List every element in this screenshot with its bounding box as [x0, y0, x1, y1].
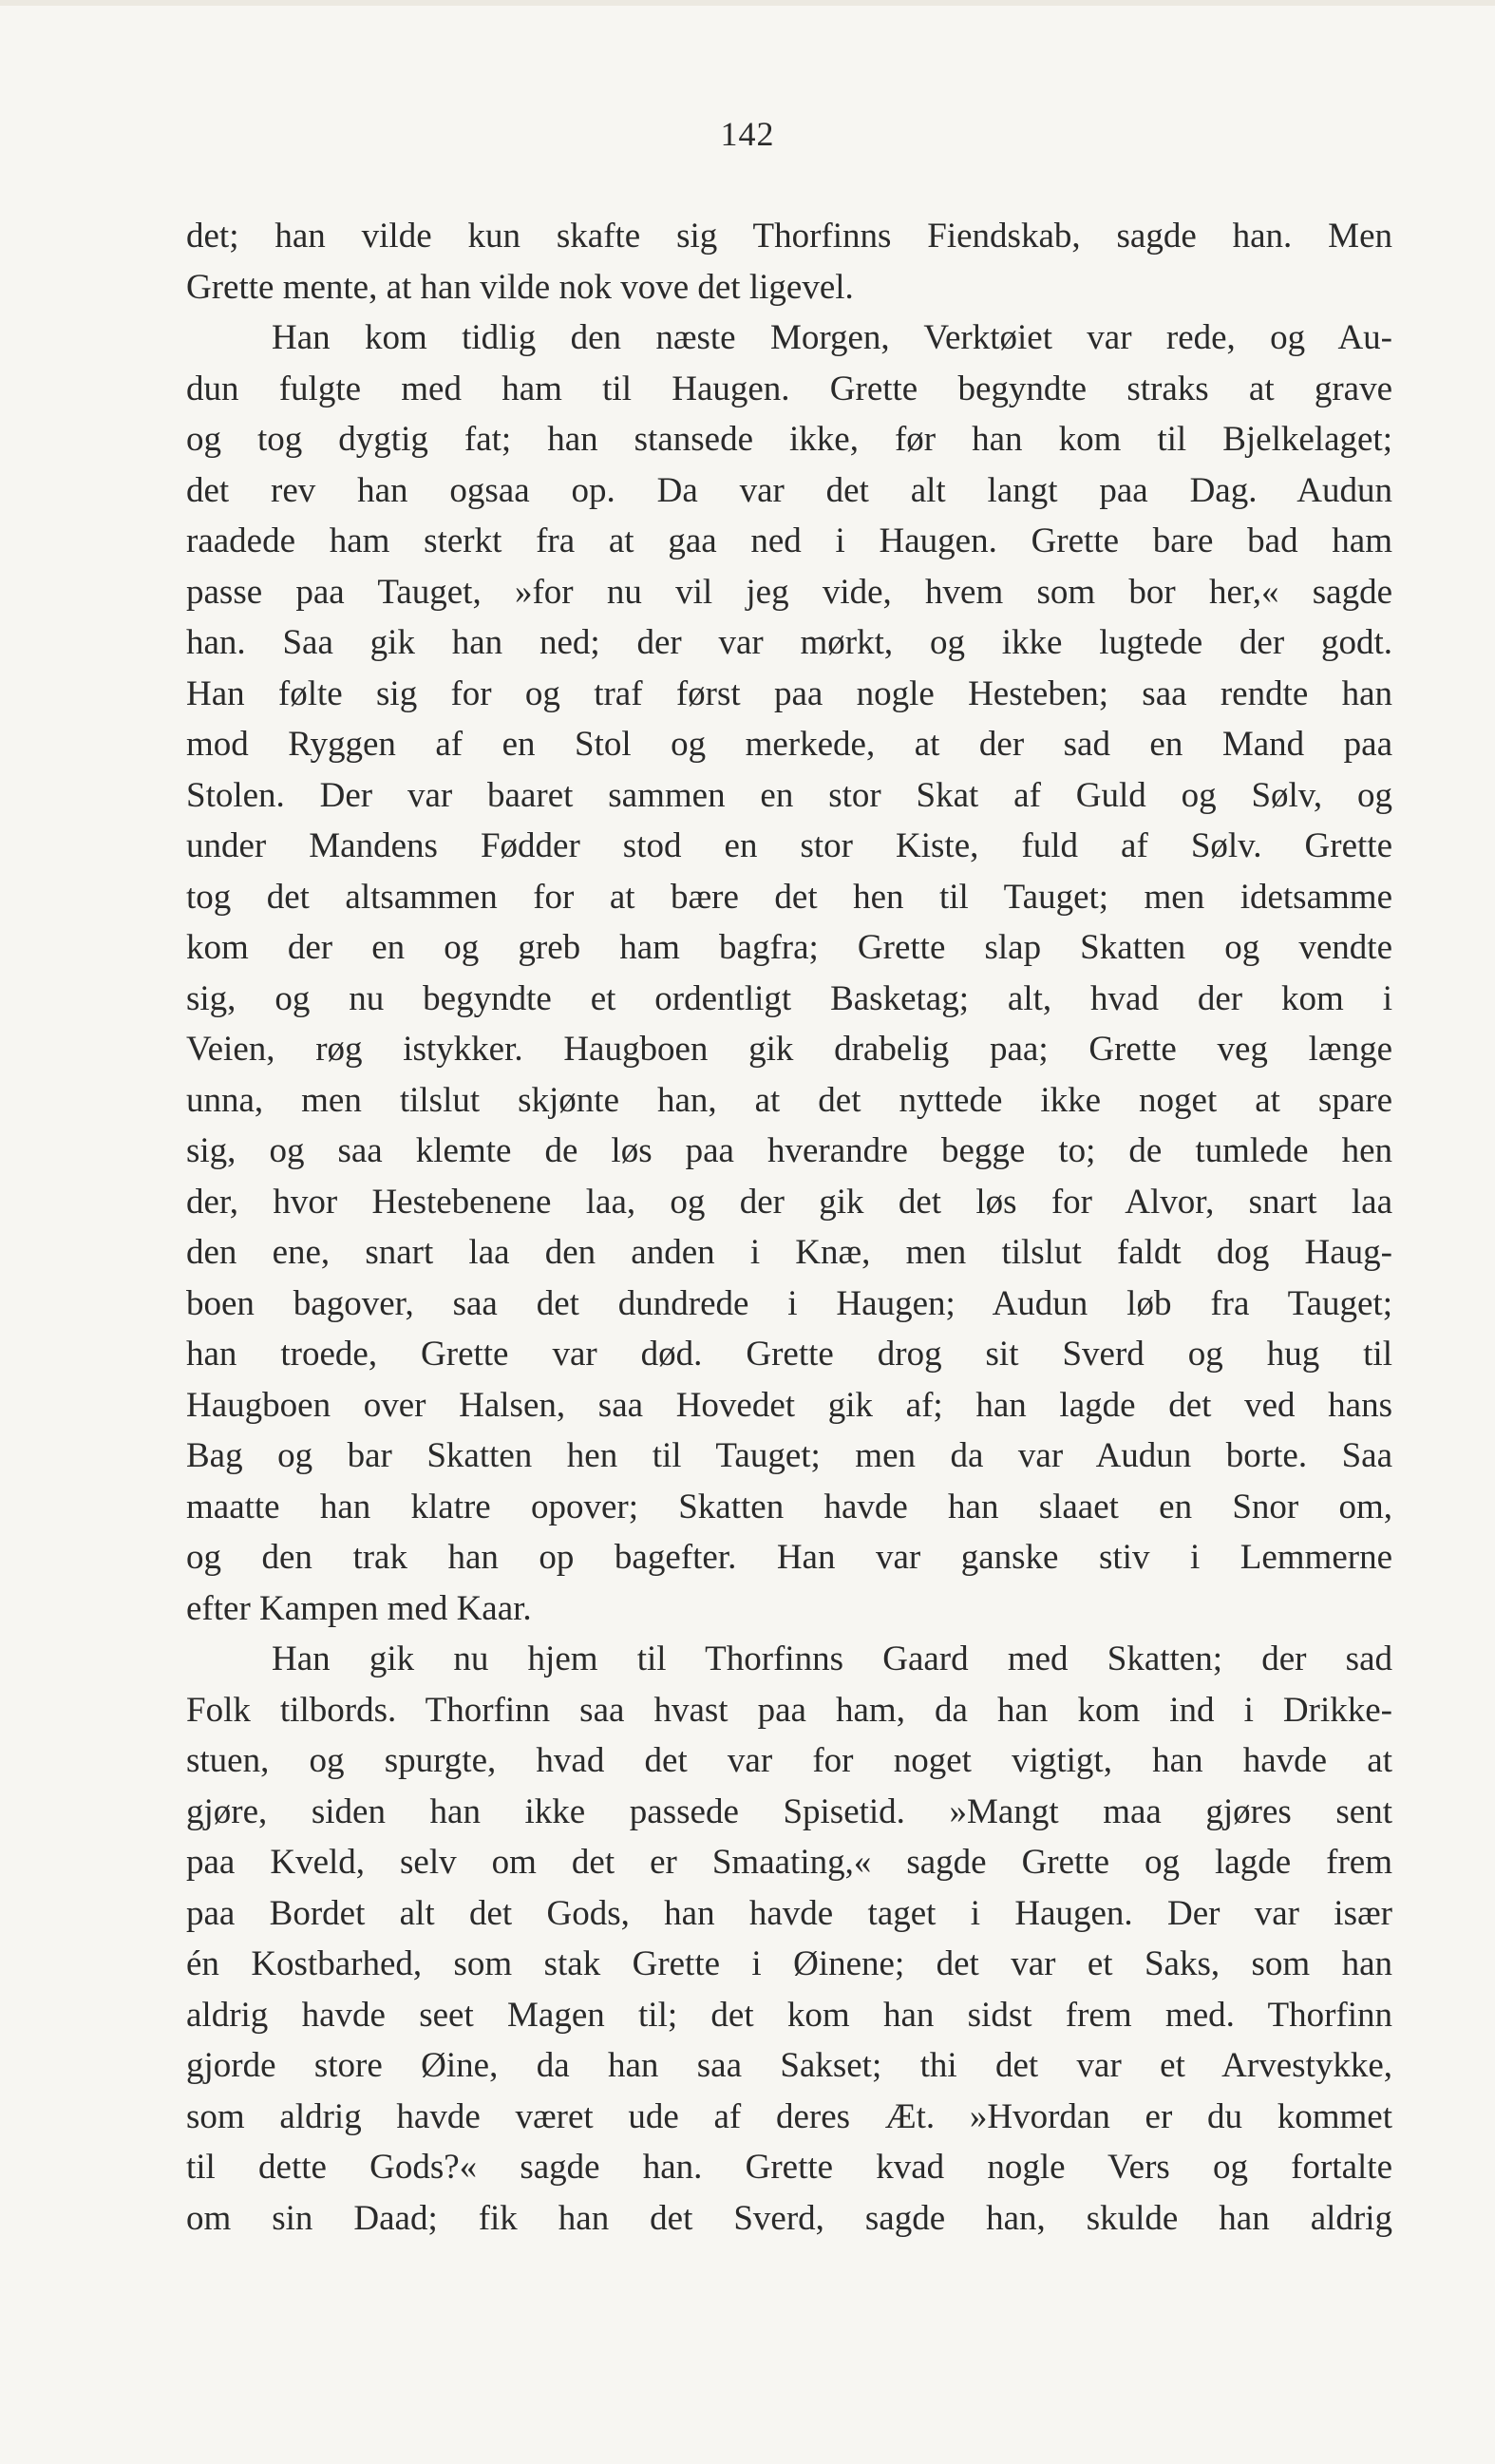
text-line: Haugboen over Halsen, saa Hovedet gik af; han lagde det ved hans — [186, 1385, 1392, 1425]
text-line: Han kom tidlig den næste Morgen, Verktøiet var rede, og Au- — [272, 318, 1392, 357]
text-line: gjøre, siden han ikke passede Spisetid. »Mangt maa gjøres sent — [186, 1791, 1392, 1831]
text-line: Grette mente, at han vilde nok vove det ligevel. — [186, 267, 854, 307]
text-line: der, hvor Hestebenene laa, og der gik det løs for Alvor, snart laa — [186, 1182, 1392, 1222]
text-line: kom der en og greb ham bagfra; Grette slap Skatten og vendte — [186, 928, 1392, 967]
text-line: som aldrig havde været ude af deres Æt. »Hvordan er du kommet — [186, 2096, 1392, 2136]
text-line: tog det altsammen for at bære det hen til Tauget; men idetsamme — [186, 877, 1392, 917]
text-line: og den trak han op bagefter. Han var ganske stiv i Lemmerne — [186, 1538, 1392, 1577]
text-line: den ene, snart laa den anden i Knæ, men tilslut faldt dog Haug- — [186, 1233, 1392, 1272]
text-line: han. Saa gik han ned; der var mørkt, og ikke lugtede der godt. — [186, 623, 1392, 662]
text-line: unna, men tilslut skjønte han, at det nyttede ikke noget at spare — [186, 1080, 1392, 1120]
text-line: én Kostbarhed, som stak Grette i Øinene; det var et Saks, som han — [186, 1944, 1392, 1983]
text-line: Stolen. Der var baaret sammen en stor Skat af Guld og Sølv, og — [186, 775, 1392, 815]
text-line: Han gik nu hjem til Thorfinns Gaard med Skatten; der sad — [272, 1640, 1392, 1678]
text-line: efter Kampen med Kaar. — [186, 1588, 532, 1628]
text-line: Bag og bar Skatten hen til Tauget; men da var Audun borte. Saa — [186, 1436, 1392, 1475]
text-line: Veien, røg istykker. Haugboen gik drabelig paa; Grette veg længe — [186, 1030, 1392, 1069]
text-line: sig, og saa klemte de løs paa hverandre begge to; de tumlede hen — [186, 1131, 1392, 1170]
top-edge — [0, 0, 1495, 6]
text-line: passe paa Tauget, »for nu vil jeg vide, hvem som bor her,« sagde — [186, 572, 1392, 612]
text-line: han troede, Grette var død. Grette drog sit Sverd og hug til — [186, 1335, 1392, 1374]
page-number: 142 — [720, 115, 775, 153]
text-line: det rev han ogsaa op. Da var det alt langt paa Dag. Audun — [186, 470, 1392, 510]
text-line: aldrig havde seet Magen til; det kom han sidst frem med. Thorfinn — [186, 1995, 1392, 2035]
text-line: det; han vilde kun skafte sig Thorfinns Fiendskab, sagde han. Men — [186, 217, 1392, 256]
text-line: og tog dygtig fat; han stansede ikke, før han kom til Bjelkelaget; — [186, 420, 1392, 459]
text-line: dun fulgte med ham til Haugen. Grette begyndte straks at grave — [186, 369, 1392, 408]
text-line: sig, og nu begyndte et ordentligt Basketag; alt, hvad der kom i — [186, 978, 1392, 1018]
text-line: til dette Gods?« sagde han. Grette kvad nogle Vers og fortalte — [186, 2148, 1392, 2187]
text-line: om sin Daad; fik han det Sverd, sagde han, skulde han aldrig — [186, 2198, 1392, 2238]
text-line: Folk tilbords. Thorfinn saa hvast paa ham, da han kom ind i Drikke- — [186, 1690, 1392, 1730]
text-line: maatte han klatre opover; Skatten havde han slaaet en Snor om, — [186, 1487, 1392, 1526]
text-line: paa Bordet alt det Gods, han havde taget i Haugen. Der var især — [186, 1893, 1392, 1933]
text-line: paa Kveld, selv om det er Smaating,« sagde Grette og lagde frem — [186, 1843, 1392, 1882]
body-text — [186, 211, 1392, 2244]
text-line: under Mandens Fødder stod en stor Kiste, fuld af Sølv. Grette — [186, 826, 1392, 865]
text-line: gjorde store Øine, da han saa Sakset; thi det var et Arvestykke, — [186, 2046, 1392, 2085]
text-line: mod Ryggen af en Stol og merkede, at der sad en Mand paa — [186, 725, 1392, 764]
text-line: boen bagover, saa det dundrede i Haugen; Audun løb fra Tauget; — [186, 1283, 1392, 1323]
text-line: stuen, og spurgte, hvad det var for noget vigtigt, han havde at — [186, 1741, 1392, 1780]
text-line: Han følte sig for og traf først paa nogle Hesteben; saa rendte han — [186, 673, 1392, 713]
text-line: raadede ham sterkt fra at gaa ned i Haugen. Grette bare bad ham — [186, 521, 1392, 560]
